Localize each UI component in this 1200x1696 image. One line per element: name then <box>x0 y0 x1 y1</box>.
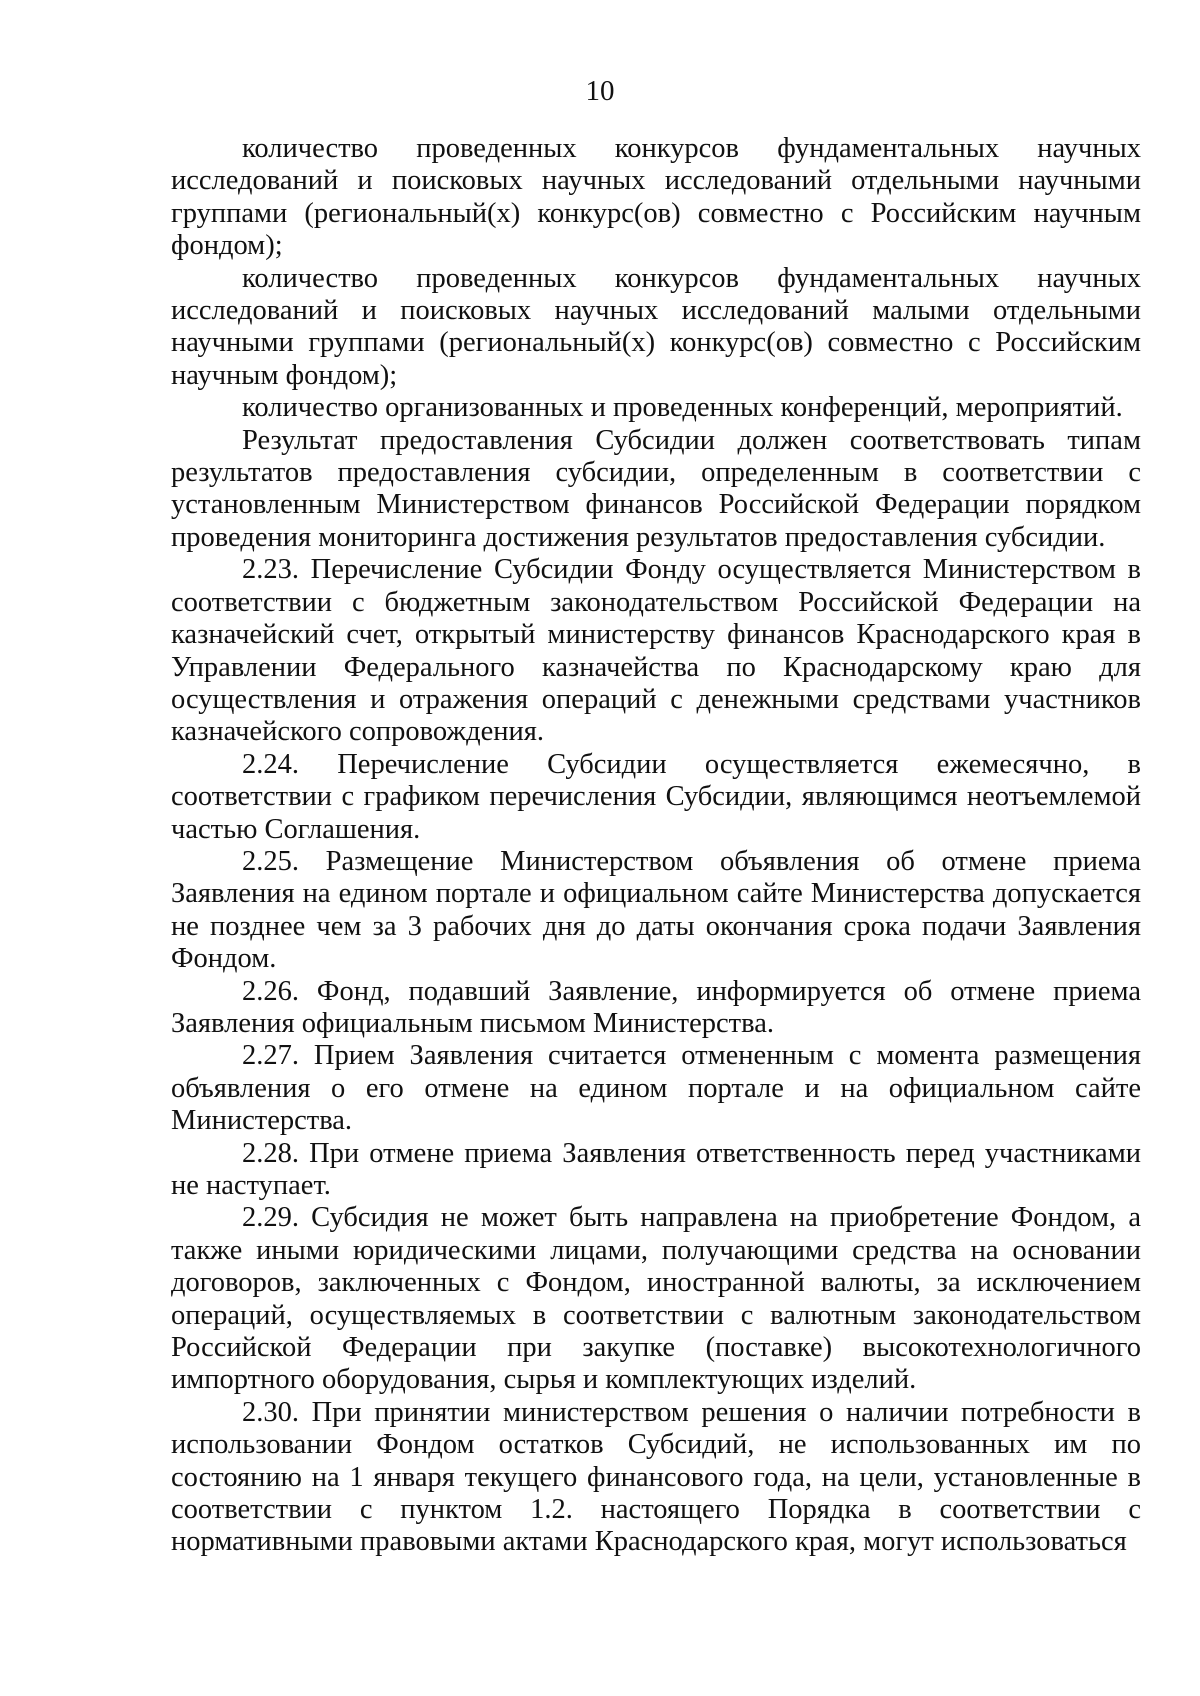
paragraph-result: Результат предоставления Субсидии должен соответствовать типам результатов предоставления субсидии, определенным в соответствии с установленным Министерством финансов Российской Федерации порядком проведения мониторинга достижения результатов предоставления субсидии. <box>171 424 1141 553</box>
paragraph-2-25: 2.25. Размещение Министерством объявления об отмене приема Заявления на едином портале и официальном сайте Министерства допускается не позднее чем за 3 рабочих дня до даты окончания срока подачи Заявления Фондом. <box>171 845 1141 975</box>
paragraph-2-27: 2.27. Прием Заявления считается отмененным с момента размещения объявления о его отмене на едином портале и на официальном сайте Министерства. <box>171 1040 1141 1137</box>
document-body <box>171 133 1141 1559</box>
paragraph-2-26: 2.26. Фонд, подавший Заявление, информируется об отмене приема Заявления официальным письмом Министерства. <box>171 975 1141 1039</box>
paragraph-2-23: 2.23. Перечисление Субсидии Фонду осуществляется Министерством в соответствии с бюджетным законодательством Российской Федерации на казначейский счет, открытый министерству финансов Краснодарского края в Управлении Федерального казначейства по Краснодарскому краю для осуществления и отражения операций с денежными средствами участников казначейского сопровождения. <box>171 554 1141 748</box>
paragraph-2-28: 2.28. При отмене приема Заявления ответственность перед участниками не наступает. <box>171 1137 1141 1201</box>
paragraph-2-30: 2.30. При принятии министерством решения о наличии потребности в использовании Фондом остатков Субсидий, не использованных им по состоянию на 1 января текущего финансового года, на цели, установленные в соответствии с пунктом 1.2. настоящего Порядка в соответствии с нормативными правовыми актами Краснодарского края, могут использоваться <box>171 1396 1141 1558</box>
paragraph-indicator-3: количество организованных и проведенных конференций, мероприятий. <box>242 392 1123 424</box>
paragraph-indicator-2: количество проведенных конкурсов фундаментальных научных исследований и поисковых научных исследований малыми отдельными научными группами (региональный(х) конкурс(ов) совместно с Российским научным фондом); <box>171 262 1141 391</box>
paragraph-2-24: 2.24. Перечисление Субсидии осуществляется ежемесячно, в соответствии с графиком перечисления Субсидии, являющимся неотъемлемой частью Соглашения. <box>171 748 1141 845</box>
paragraph-2-29: 2.29. Субсидия не может быть направлена на приобретение Фондом, а также иными юридическими лицами, получающими средства на основании договоров, заключенных с Фондом, иностранной валюты, за исключением операций, осуществляемых в соответствии с валютным законодательством Российской Федерации при закупке (поставке) высокотехнологичного импортного оборудования, сырья и комплектующих изделий. <box>171 1202 1141 1396</box>
paragraph-indicator-1: количество проведенных конкурсов фундаментальных научных исследований и поисковых научных исследований отдельными научными группами (региональный(х) конкурс(ов) совместно с Российским научным фондом); <box>171 133 1141 262</box>
page-number: 10 <box>585 75 615 107</box>
